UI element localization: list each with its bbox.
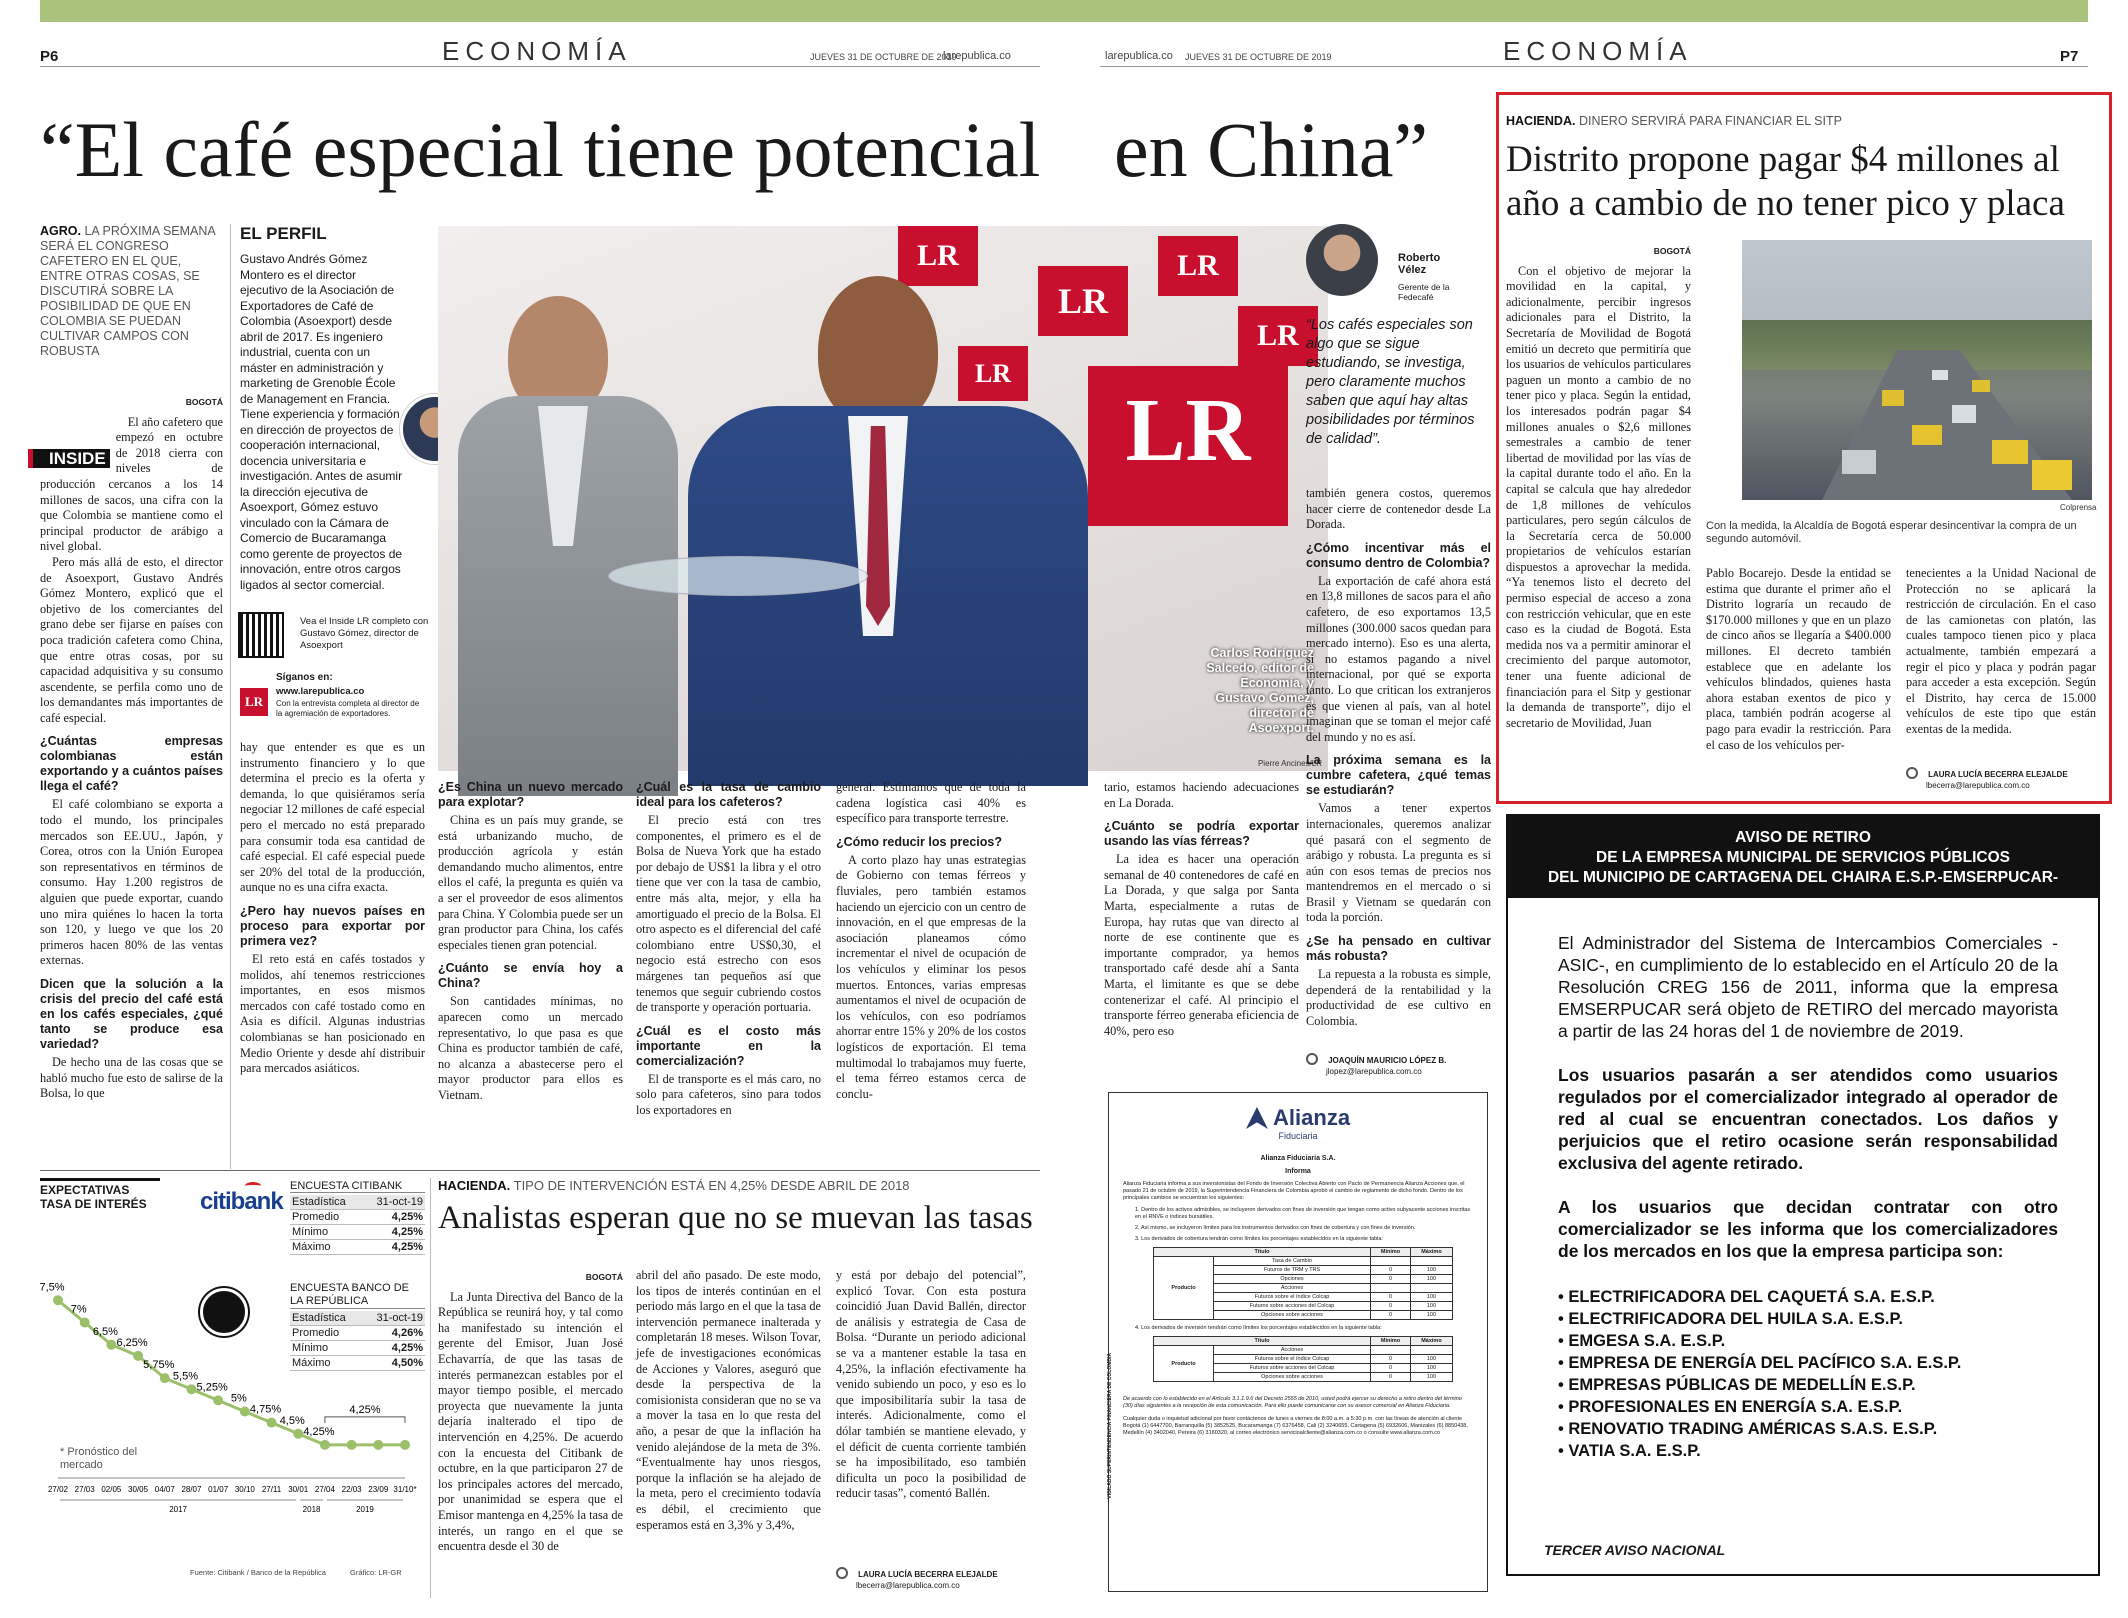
banrep-table-title: ENCUESTA BANCO DE LA REPÚBLICA — [290, 1282, 425, 1309]
quote-role: Gerente de la Fedecafé — [1398, 282, 1450, 302]
chart-point — [133, 1351, 143, 1361]
retiro-ad-list-item: • EMPRESAS PÚBLICAS DE MEDELLÍN E.S.P. — [1558, 1376, 1916, 1394]
alianza-notice — [1108, 1092, 1488, 1592]
main-col1-p2: Pero más allá de esto, el director de Asoexport, Gustavo Andrés Gómez Montero, explicó que el objetivo de los comerciantes del grano debe ser fijarse en países con poca tradición cafetera como China, que entre otras cosas, por su capacidad adquisitiva y su consumo ascendente, se perfila como uno de los demandantes más importantes de café especial. — [40, 554, 223, 725]
main-author-email[interactable]: jlopez@larepublica.com.co — [1326, 1067, 1422, 1076]
citibank-table-row — [290, 1210, 425, 1225]
alianza-table-header: Máximo — [1410, 1248, 1452, 1257]
main-col7-p4: La repuesta a la robusta es simple, dependerá de la rentabilidad y la productividad de ese cultivo en Colombia. — [1306, 967, 1491, 1028]
chart-point — [160, 1373, 170, 1383]
main-col2-question: ¿Pero hay nuevos países en proceso para exportar por primera vez? — [240, 903, 425, 948]
alianza-table-cell: 100 — [1410, 1373, 1452, 1382]
main-col1-p4: De hecho una de las cosas que se habló mucho fue esto de salirse de la Bolsa, lo que — [40, 1055, 223, 1101]
alianza-table-cell: 100 — [1410, 1266, 1452, 1275]
chart-point — [213, 1395, 223, 1405]
top-color-bar — [40, 0, 2088, 22]
citibank-arc-icon — [245, 1182, 261, 1190]
site-left: larepublica.co — [943, 50, 1011, 62]
banrep-table-value: 4,25% — [391, 1342, 423, 1354]
follow-title: Síganos en: — [276, 672, 333, 683]
taxi — [1972, 380, 1990, 392]
alianza-table-cell: 0 — [1371, 1293, 1411, 1302]
citibank-table-title: ENCUESTA CITIBANK — [290, 1180, 425, 1193]
date-right: JUEVES 31 DE OCTUBRE DE 2019 — [1185, 52, 1332, 62]
retiro-ad-p1: El Administrador del Sistema de Intercambios Comerciales -ASIC-, en cumplimiento de lo establecido en el Artículo 20 de la Resolución CREG 156 de 2011, informa que la empresa EMSERPUCAR será objeto de RETIRO del mercado mayorista a partir de las 24 horas del 1 de noviembre de 2019. — [1558, 933, 2058, 1041]
main-col1-p3: El café colombiano se exporta a todo el mundo, los principales mercados son EE.UU., Japón, y Corea, otros con la Unión Europea son representativos en términos de consumo. Hay 1.200 registros de alguien que puede exportar, cuando uno mira quiénes lo hacen la torta son 120, y luego ve que los 20 primeros hacen 80% de las ventas externas. — [40, 797, 223, 968]
chart-point — [80, 1318, 90, 1328]
chart-point — [293, 1429, 303, 1439]
rates-column-3 — [836, 1268, 1026, 1558]
taxi — [1882, 390, 1904, 406]
bottom-section-rule — [40, 1170, 1040, 1171]
chart-point — [373, 1440, 383, 1450]
main-col3-question-2: ¿Cuánto se envía hoy a China? — [438, 961, 623, 991]
main-col7-p3: Vamos a tener expertos internacionales, queremos analizar qué pasará con el segmento de arábigo y robusta. La pregunta es si aún con esos temas de precios nos mantendremos en el mercado o si Brasil y Vietnam se quedarán con toda la porción. — [1306, 801, 1491, 925]
interview-photo — [438, 226, 1328, 771]
main-col6-p1: tario, estamos haciendo adecuaciones en La Dorada. — [1104, 780, 1299, 810]
chart-x-tick: 04/07 — [154, 1485, 175, 1494]
pico-dateline: BOGOTÁ — [1653, 246, 1691, 256]
chart-x-tick: 27/11 — [261, 1485, 282, 1494]
page-number-right: P7 — [2060, 48, 2079, 65]
retiro-ad-p3: A los usuarios que decidan contratar con otro comercializador se les informa que los comercializadores de los mercados en los que la empresa participa son: — [1558, 1197, 2058, 1261]
alianza-table-cell: Acciones — [1214, 1346, 1371, 1355]
chart-x-tick: 02/05 — [101, 1485, 122, 1494]
quote-block — [1306, 224, 1486, 484]
chart-forecast-bracket — [325, 1417, 405, 1423]
citibank-logo: citibank — [200, 1188, 283, 1215]
chart-point-label: 5% — [230, 1392, 247, 1405]
alianza-table-cell: Futuros sobre el índice Colcap — [1214, 1355, 1371, 1364]
chart-point — [347, 1440, 357, 1450]
main-col1-question-1: ¿Cuántas empresas colombianas están exportando y a cuántos países llega el café? — [40, 734, 223, 794]
alianza-table-2 — [1153, 1336, 1453, 1382]
chart-point-label: 5,25% — [196, 1381, 228, 1394]
citibank-table-value: 4,25% — [391, 1241, 423, 1253]
retiro-ad-list — [1558, 1286, 2058, 1462]
retiro-ad-list-item: • ELECTRIFICADORA DEL CAQUETÁ S.A. E.S.P. — [1558, 1288, 1935, 1306]
chart-x-tick: 30/01 — [288, 1485, 309, 1494]
alianza-table-header: Máximo — [1410, 1337, 1452, 1346]
alianza-table-cell: 100 — [1410, 1355, 1452, 1364]
lr-backdrop-logo: LR — [1238, 306, 1318, 366]
chart-title: EXPECTATIVAS TASA DE INTERÉS — [40, 1178, 160, 1211]
quote-avatar — [1306, 224, 1378, 296]
car — [1932, 370, 1948, 380]
alianza-table-cell — [1410, 1346, 1452, 1355]
header-rule-right — [1100, 66, 2088, 67]
chart-source: Fuente: Citibank / Banco de la República — [190, 1568, 326, 1577]
follow-site-link[interactable]: www.larepublica.co — [276, 686, 365, 697]
pico-author-name: LAURA LUCÍA BECERRA ELEJALDE — [1928, 770, 2068, 779]
alianza-table-cell — [1371, 1346, 1411, 1355]
main-col4-question-2: ¿Cuál es el costo más importante en la comercialización? — [636, 1023, 821, 1068]
lr-backdrop-logo: LR — [898, 226, 978, 286]
alianza-footer-1: De acuerdo con lo establecido en el Artículo 3.1.1.9.6 del Decreto 2555 de 2010, usted podrá ejercer su derecho a retiro dentro del término (30) días siguientes a la recepción de esta comunicación. Para ello puede comunicarse con su asesor comercial en Alianza Fiduciaria. — [1123, 1396, 1462, 1409]
alianza-table-cell: Opciones sobre acciones — [1214, 1311, 1371, 1320]
follow-text: Con la entrevista completa al director de la agremiación de exportadores. — [276, 699, 420, 718]
alianza-table-header: Mínimo — [1371, 1248, 1411, 1257]
chart-point — [320, 1440, 330, 1450]
alianza-table-cell — [1410, 1284, 1452, 1293]
main-col7-question-3: ¿Se ha pensado en cultivar más robusta? — [1306, 934, 1491, 964]
alianza-company: Alianza Fiduciaria S.A. — [1260, 1155, 1336, 1162]
page-number-left: P6 — [40, 48, 59, 65]
quote-text: “Los cafés especiales son algo que se sigue estudiando, se investiga, pero claramente muchos saben que aquí hay altas posibilidades por términos de calidad”. — [1306, 317, 1475, 447]
alianza-table-cell: 100 — [1410, 1275, 1452, 1284]
alianza-table-cell: 100 — [1410, 1364, 1452, 1373]
retiro-ad-list-item: • RENOVATIO TRADING AMÉRICAS S.A.S. E.S.P. — [1558, 1420, 1938, 1438]
main-kicker: AGRO. LA PRÓXIMA SEMANA SERÁ EL CONGRESO CAFETERO EN EL QUE, ENTRE OTRAS COSAS, SE DISCUTIRÁ SOBRE LA POSIBILIDAD DE QUE EN COLOMBIA SE PUEDAN CULTIVAR CAMPOS CON ROBUSTA — [40, 224, 216, 358]
pico-col2-text: Pablo Bocarejo. Desde la entidad se estima que durante el primer año el Distrito lograría un recaudo de $170.000 millones y que en un plazo de cinco años se llegaría a $400.000 millones. El decreto también establece que en adelante los vehículos blindados, quienes hasta ahora estaban exentos de pico y placa, también podrán acogerse al pago para evadir la restricción. Para el caso de los vehículos per- — [1706, 566, 1891, 752]
author-icon — [836, 1567, 848, 1579]
interviewee-head — [818, 276, 938, 426]
rate-line-chart — [40, 1228, 425, 1528]
retiro-ad-p2: Los usuarios pasarán a ser atendidos como usuarios regulados por el comercializador integrado al operador de red al cual se encuentran conectados. Los daños y perjuicios que el retiro ocasione serán responsabilidad exclusiva del agente retirado. — [1558, 1065, 2058, 1173]
retiro-ad-list-item: • PROFESIONALES EN ENERGÍA S.A. E.S.P. — [1558, 1398, 1903, 1416]
site-right: larepublica.co — [1105, 50, 1173, 62]
rates-author — [836, 1562, 1026, 1590]
car — [1952, 405, 1976, 423]
main-col6-p2: La idea es hacer una operación semanal de 40 contenedores de café en La Dorada, y que salga por Santa Marta, especialmente a rutas de Europa, hay rutas que van directo al norte de ese continente que es importante comprador, ya hemos transportado café desde ahí a Santa Marta, el limitante es que se debe contenerizar el café. Al principio el transporte férreo generaba eficiencia de 40%, pero eso — [1104, 852, 1299, 1038]
banrep-table-label: Mínimo — [292, 1342, 329, 1354]
main-col7-question-2: La próxima semana es la cumbre cafetera, ¿qué temas se estudiarán? — [1306, 753, 1491, 798]
chart-point-label: 5,75% — [143, 1359, 175, 1372]
retiro-ad-title-3: DEL MUNICIPIO DE CARTAGENA DEL CHAIRA E.S.P.-EMSERPUCAR- — [1547, 869, 2059, 886]
main-column-4 — [636, 780, 821, 1160]
chart-year-label: 2019 — [356, 1505, 374, 1514]
main-col3-question-1: ¿Es China un nuevo mercado para explotar? — [438, 780, 623, 809]
pico-kicker: HACIENDA. DINERO SERVIRÁ PARA FINANCIAR EL SITP — [1506, 114, 1842, 128]
main-column-1 — [40, 224, 223, 1169]
taxi — [1992, 440, 2028, 464]
rates-author-name: LAURA LUCÍA BECERRA ELEJALDE — [858, 1570, 998, 1579]
alianza-table-cell: 100 — [1410, 1311, 1452, 1320]
alianza-logo-icon — [1246, 1107, 1268, 1129]
main-headline-right: en China” — [1114, 106, 1429, 193]
pico-headline: Distrito propone pagar $4 millones al año a cambio de no tener pico y placa — [1506, 139, 2065, 224]
pico-column-3 — [1906, 566, 2096, 756]
banrep-table-label: Promedio — [292, 1327, 340, 1339]
author-icon — [1906, 767, 1918, 779]
main-column-6 — [1104, 780, 1299, 1070]
main-col4-p1: El precio está con tres componentes, el primero es el de Bolsa de Nueva York que ha estado por debajo de US$1 la libra y el otro tiene que ver con la tasa de cambio, entre más alta, mejor, y ella ha amortiguado el precio de la Bolsa. El otro aspecto es el diferencial del café colombiano entre US$0,30, el negocio está estrecho con esos márgenes tan pequeños así que tenemos que seguir cubriendo costos de transporte y operación portuaria. — [636, 813, 821, 1015]
chart-x-tick: 27/04 — [314, 1485, 335, 1494]
alianza-table-cell: Opciones sobre acciones — [1214, 1373, 1371, 1382]
qr-code[interactable] — [240, 614, 282, 656]
qr-caption: Vea el Inside LR completo con Gustavo Gómez, director de Asoexport — [300, 616, 429, 651]
alianza-item-1: 1. Dentro de los activos admisibles, se incluyeron derivados con fines de inversión que tengan como activo subyacente acciones inscritas en el RNVE o índices bursátiles. — [1135, 1207, 1471, 1220]
chart-x-tick: 01/07 — [208, 1485, 229, 1494]
perfil-title: EL PERFIL — [240, 224, 327, 243]
alianza-table-cell: 100 — [1410, 1302, 1452, 1311]
chart-x-tick: 30/10 — [234, 1485, 255, 1494]
pico-photo-credit: Colprensa — [2060, 503, 2097, 512]
banrep-table-label: Estadística — [292, 1312, 346, 1324]
pico-author-email[interactable]: lbecerra@larepublica.com.co — [1926, 781, 2030, 790]
taxi — [2032, 460, 2072, 490]
rates-col3-text: y está por debajo del potencial”, explicó Tovar. Con esta postura coincidió Juan David Ballén, director de análisis y estrategia de Casa de Bolsa. “Durante un periodo adicional se va a mantener estable la tasa en 4,25%, la inflación efectivamente ha venido subiendo un poco, y eso es lo que imposibilitaría subir la tasa de interés. Adicionalmente, como el dólar también se mantiene elevado, y el déficit de cuenta corriente también se ha imposibilitado, eso también dificulta un poco la posibilidad de reducir tasas”, comentó Ballén. — [836, 1268, 1026, 1501]
chart-point-label: 4,5% — [279, 1414, 305, 1427]
retiro-ad-footer: TERCER AVISO NACIONAL — [1544, 1542, 1726, 1558]
perfil-text: Gustavo Andrés Gómez Montero es el director ejecutivo de la Asociación de Exportadores de Café de Colombia (Asoexport) desde abril de 2017. Es ingeniero industrial, cuenta con un máster en administración y marketing de Grenoble École de Management en Francia. Tiene experiencia y formación en dirección de proyectos de cooperación internacional, docencia universitaria e investigación. Antes de asumir la dirección ejecutiva de Asoexport, Gómez estuvo vinculado con la Cámara de Comercio de Bucaramanga como gerente de proyectos de innovación, entre otros cargos ligados al sector comercial. — [240, 252, 403, 592]
column-divider — [230, 224, 231, 1169]
pico-column-2 — [1706, 566, 1891, 796]
chart-forecast-label: 4,25% — [349, 1403, 381, 1416]
main-col4-question-1: ¿Cuál es la tasa de cambio ideal para los cafeteros? — [636, 780, 821, 809]
rates-col2-text: abril del año pasado. De este modo, los tipos de interés continúan en el periodo más largo en el que la tasa de intervención permanece inalterada y completarán 18 meses. Wilson Tovar, jefe de investigaciones económicas de Acciones y Valores, aseguró que desde la perspectiva de la comisionista consideran que no se va a mover la tasa en lo que resta del año, a pesar de que la inflación ha venido alejándose de la meta de 3%. “Eventualmente hay unos riesgos, porque la inflación se ha alejado de la meta, pero el crecimiento todavía es débil, el crecimiento que esperamos está en 3,3% y 3,4%, — [636, 1268, 821, 1532]
car — [1842, 450, 1876, 474]
banrep-table-label: Máximo — [292, 1357, 331, 1369]
traffic-photo — [1742, 240, 2092, 500]
chart-year-label: 2018 — [302, 1505, 321, 1514]
photo-credit: Pierre Ancines/LR — [1257, 759, 1322, 768]
alianza-table-cell: 0 — [1371, 1311, 1411, 1320]
chart-point — [106, 1340, 116, 1350]
citibank-table-label: Promedio — [292, 1211, 340, 1223]
main-headline-left: “El café especial tiene potencial — [40, 106, 1041, 193]
section-title-right: ECONOMÍA — [1503, 36, 1693, 66]
pico-photo-caption: Con la medida, la Alcaldía de Bogotá esperar desincentivar la compra de un segundo automóvil. — [1706, 520, 2077, 545]
column-divider — [430, 1178, 431, 1598]
alianza-vigilado: VIGILADO SUPERINTENDENCIA FINANCIERA DE COLOMBIA — [1107, 1353, 1113, 1499]
main-dateline: BOGOTÁ — [185, 397, 223, 407]
alianza-table-cell: Futuros de TRM y TRS — [1214, 1266, 1371, 1275]
main-col3-p1: China es un país muy grande, se está urbanizando mucho, de producción agrícola y están demandando mucho alimentos, entre ellos el café, la pregunta es quién va a ser el proveedor de esos alimentos para China. Y Colombia puede ser un gran productor para China, los cafés especiales tienen gran potencial. — [438, 813, 623, 952]
chart-x-tick: 22/03 — [341, 1485, 362, 1494]
pico-author — [1906, 762, 2096, 790]
citibank-table-value: 4,25% — [391, 1226, 423, 1238]
lr-logo-icon: LR — [240, 688, 268, 716]
rates-col1-text: La Junta Directiva del Banco de la República se reunirá hoy, y tal como ha manifestado su intención el gerente del Emisor, Juan José Echavarría, de que las tasas de interés permanezcan estables por el mayor tiempo posible, el mercado proyecta que nuevamente la junta dejaría inalterado el tipo de intervención en 4,25%. De acuerdo con la encuesta del Citibank de octubre, en la que participaron 27 de los principales actores del mercado, por unanimidad se espera que el Emisor mantenga en 4,25% la tasa de interés, un rango en el que se encuentra desde el 30 de — [438, 1289, 623, 1554]
alianza-table-cell: Futuros sobre acciones del Colcap — [1214, 1302, 1371, 1311]
rates-dateline: BOGOTÁ — [585, 1272, 623, 1282]
rates-headline: Analistas esperan que no se muevan las tasas — [438, 1200, 1033, 1236]
taxi — [1912, 425, 1942, 445]
rates-kicker: HACIENDA. TIPO DE INTERVENCIÓN ESTÁ EN 4,25% DESDE ABRIL DE 2018 — [438, 1178, 910, 1193]
citibank-table-label: Máximo — [292, 1241, 331, 1253]
chart-point — [186, 1384, 196, 1394]
retiro-ad-header — [1508, 816, 2098, 898]
main-column-7 — [1306, 486, 1491, 1066]
author-icon — [1306, 1053, 1318, 1065]
main-col6-question: ¿Cuánto se podría exportar usando las vías férreas? — [1104, 819, 1299, 849]
chart-series-line — [58, 1300, 405, 1445]
main-col4-p2: El de transporte es el más caro, no solo para cafeteros, sino para todos los exportadores en — [636, 1071, 821, 1117]
chart-year-label: 2017 — [169, 1505, 188, 1514]
chart-x-tick: 31/10* — [393, 1485, 417, 1494]
date-left: JUEVES 31 DE OCTUBRE DE 2019 — [810, 52, 957, 62]
rates-column-2 — [636, 1268, 821, 1598]
alianza-intro: Alianza Fiduciaria informa a sus inversionistas del Fondo de Inversión Colectiva Abierto con Pacto de Permanencia Alianza Acciones que, el pasado 21 de octubre de 2019, la Superintendencia Financiera de Colombia aprobó el cambio de reglamento de dicho fondo. Dentro de los principales cambios se encuentran los siguientes: — [1123, 1181, 1465, 1201]
pico-column-1 — [1506, 242, 1691, 792]
main-col1-question-2: Dicen que la solución a la crisis del precio del café está en los cafés especiales, ¿qué tanto se produce esa variedad? — [40, 977, 223, 1051]
pico-col3-text: tenecientes a la Unidad Nacional de Protección no se aplicará la restricción de circulación. En el caso de las camionetas con platón, las cuales tampoco tienen pico y placa actualmente, también empezará a regir el pico y placa y podrán pagar para acceder a esta excepción. Según el Distrito, hay cerca de 15.000 vehículos de este tipo que están exentas de la medida. — [1906, 566, 2096, 736]
retiro-ad-list-item: • ELECTRIFICADORA DEL HUILA S.A. E.S.P. — [1558, 1310, 1903, 1328]
forecast-note: * Pronóstico del mercado — [60, 1446, 138, 1471]
perfil-box — [240, 224, 430, 744]
alianza-table-cell: 0 — [1371, 1373, 1411, 1382]
chart-x-tick: 23/09 — [368, 1485, 389, 1494]
header-rule-left — [40, 66, 1040, 67]
lr-backdrop-logo: LR — [1158, 236, 1238, 296]
alianza-table-cell: 0 — [1371, 1266, 1411, 1275]
lr-backdrop-logo: LR — [1088, 366, 1288, 526]
chart-x-tick: 27/03 — [74, 1485, 95, 1494]
alianza-table-label: Producto — [1154, 1346, 1214, 1382]
alianza-title: Informa — [1285, 1168, 1311, 1175]
alianza-table-cell: 100 — [1410, 1293, 1452, 1302]
citibank-table-row — [290, 1195, 425, 1210]
lr-backdrop-logo: LR — [1038, 266, 1128, 336]
main-col7-question-1: ¿Cómo incentivar más el consumo dentro de Colombia? — [1306, 540, 1491, 570]
chart-credit: Gráfico: LR-GR — [350, 1568, 402, 1577]
chart-point — [53, 1295, 63, 1305]
chart-x-tick: 28/07 — [181, 1485, 202, 1494]
alianza-table-1 — [1153, 1247, 1453, 1320]
main-col5-p2: A corto plazo hay unas estrategias de Gobierno con temas férreos y fluviales, pero también estamos haciendo un ejercicio con un centro de innovación, en el que empresas de la asociación planeamos cómo incrementar el nivel de ocupación de los vehículos y eliminar los pesos muertos. Entonces, varias empresas aumentamos el nivel de ocupación de los vehículos, con eso podríamos ahorrar entre 15% y 20% de los costos logísticos de exportación. El tema multimodal lo trabajamos muy fuerte, el tema férreo estamos cerca de conclu- — [836, 852, 1026, 1101]
chart-point-label: 7,5% — [39, 1281, 65, 1294]
main-column-2 — [240, 740, 425, 1150]
lr-backdrop-logo: LR — [958, 346, 1028, 401]
alianza-table-cell: 0 — [1371, 1364, 1411, 1373]
main-col5-question: ¿Cómo reducir los precios? — [836, 834, 1003, 849]
chart-point-label: 7% — [70, 1303, 87, 1316]
chart-point-label: 6,25% — [116, 1336, 148, 1349]
rates-column-1 — [438, 1268, 623, 1598]
citibank-table-value: 4,25% — [391, 1211, 423, 1223]
alianza-table-cell: Futuros sobre acciones del Colcap — [1214, 1364, 1371, 1373]
alianza-table-header: Título — [1154, 1248, 1371, 1257]
alianza-footer-2: Cualquier duda o inquietud adicional por favor contáctenos de lunes a viernes de 8:00 a.m. a 5:30 p.m. con las líneas de atención al cliente Bogotá (1) 6447700, Barranquilla (5) 3852525, Bucaramanga (7) 6376458, Cali (2) 3240655, Cartagena (5) 6932606, Manizales (6) 8850438, Medellín (4) 3402040, Pereira (6) 3160320, al correo electrónico servicioalcliente@alianza.com.co o consulte www.alianza.com.co — [1123, 1416, 1468, 1436]
retiro-ad — [1506, 814, 2100, 1576]
main-col7-p2: La exportación de café ahora está en 13,8 millones de sacos para el año cafetero, de eso exportamos 13,5 millones (300.000 sacos quedan para mercado interno). Eso es una alerta, si no estamos pagando a nivel internacional, por qué se exporta tanto. Lo que critican los extranjeros es que vienen al país, van al hotel imaginan que se toman el mejor café del mundo y no es así. — [1306, 573, 1491, 744]
main-col3-p2: Son cantidades mínimas, no aparecen como un mercado representativo, lo que pasa es que China es productor también de café, no alcanza a abastecerse pero el mayor productor para ellos es Vietnam. — [438, 994, 623, 1102]
alianza-table-label: Producto — [1154, 1257, 1214, 1320]
main-col5-p1: general. Estimamos que de toda la cadena logística casi 40% es específico para transporte terrestre. — [836, 780, 1026, 826]
banrep-table-value: 31-oct-19 — [376, 1312, 423, 1324]
alianza-item-2: 2. Así mismo, se incluyeron límites para los instrumentos derivados con fines de cobertura y con fines de inversión. — [1135, 1225, 1416, 1231]
inside-badge: INSIDE — [28, 449, 110, 469]
alianza-table-cell: Tasa de Cambio — [1214, 1257, 1371, 1266]
main-col2-p2: El reto está en cafés tostados y molidos, ahí tenemos restricciones importantes, en esos mismos mercados con café tostado como en Asia es difícil. Algunas industrias colombianas se han posicionado en Medio Oriente y desde ahí distribuir para mercados asiáticos. — [240, 951, 425, 1076]
alianza-table-cell — [1371, 1257, 1411, 1266]
alianza-logo: Alianza Fiduciaria — [1123, 1105, 1473, 1141]
alianza-table-cell: Opciones — [1214, 1275, 1371, 1284]
pico-col1-text: Con el objetivo de mejorar la movilidad en la capital, y adicionalmente, percibir ingresos adicionales para el Distrito, la Secretaría de Movilidad de Bogotá emitió un decreto que permitiría que los usuarios de vehículos particulares paguen un monto a cambio de no tener pico y placa. Según la entidad, los interesados podrán pagar $4 millones anuales o $2,6 millones semestrales a cambio de tener libertad de movilidad por las vías de la capital durante todo el año. En la capital se calcula que hay alrededor de 1,8 millones de vehículos particulares, pero según cálculos de la Secretaría cerca de 50.000 propietarios de vehículos estarían dispuestos a aprovechar la medida. “Ya tenemos listo el decreto del permiso especial de acceso a zona con restricción vehicular, que en este caso es la ciudad de Bogotá. Esta medida nos va a permitir aminorar el crecimiento del parque automotor, tener una fuente adicional de financiación para el Sitp y gestionar la demanda de transporte”, dijo el secretario de Movilidad, Juan — [1506, 263, 1691, 730]
rates-author-email[interactable]: lbecerra@larepublica.com.co — [856, 1581, 960, 1590]
alianza-table-cell: 0 — [1371, 1302, 1411, 1311]
citibank-table-label: Estadística — [292, 1196, 346, 1208]
alianza-table-cell — [1410, 1257, 1452, 1266]
photo-caption: Carlos Rodríguez Salcedo, editor de Economía, y Gustavo Gómez, director de Asoexport. — [1206, 646, 1314, 735]
quote-name: Roberto Vélez — [1398, 252, 1441, 276]
main-column-3 — [438, 780, 623, 1160]
alianza-table-cell: 0 — [1371, 1355, 1411, 1364]
alianza-item-4: 4. Los derivados de inversión tendrán como límites los porcentajes establecidos en la siguiente tabla: — [1135, 1325, 1382, 1331]
chart-point — [267, 1418, 277, 1428]
chart-x-tick: 27/02 — [47, 1485, 69, 1494]
chart-point-label: 4,75% — [249, 1403, 282, 1416]
alianza-table-cell: Acciones — [1214, 1284, 1371, 1293]
chart-point-label: 4,25% — [303, 1425, 335, 1438]
chart-x-tick: 30/05 — [128, 1485, 149, 1494]
retiro-ad-title-1: AVISO DE RETIRO — [1735, 829, 1871, 846]
alianza-table-cell: Futuros sobre el índice Colcap — [1214, 1293, 1371, 1302]
alianza-table-header: Mínimo — [1371, 1337, 1411, 1346]
alianza-item-3: 3. Los derivados de cobertura tendrán como límites los porcentajes establecidos en la siguiente tabla: — [1135, 1236, 1383, 1242]
main-col1-p1: INSIDE El año cafetero que empezó en octubre de 2018 cierra con niveles de producción cercanos a los 14 millones de sacos, una cifra con la que Colombia se mantiene como el principal productor de arábigo a nivel global. — [40, 415, 223, 555]
chart-point — [240, 1407, 250, 1417]
main-author — [1306, 1048, 1491, 1076]
retiro-ad-list-item: • VATIA S.A. E.S.P. — [1558, 1442, 1701, 1460]
glass-table — [608, 556, 868, 596]
main-col7-p1: también genera costos, queremos hacer cierre de contenedor desde La Dorada. — [1306, 486, 1491, 532]
retiro-ad-list-item: • EMPRESA DE ENERGÍA DEL PACÍFICO S.A. E.S.P. — [1558, 1354, 1962, 1372]
chart-point-label: 6,5% — [92, 1325, 118, 1338]
main-column-5 — [836, 780, 1026, 1160]
retiro-ad-list-item: • EMGESA S.A. E.S.P. — [1558, 1332, 1726, 1350]
section-title-left: ECONOMÍA — [442, 36, 632, 66]
rate-chart-block — [40, 1178, 425, 1598]
main-author-name: JOAQUÍN MAURICIO LÓPEZ B. — [1328, 1056, 1447, 1065]
citibank-table-label: Mínimo — [292, 1226, 329, 1238]
alianza-table-cell: 0 — [1371, 1275, 1411, 1284]
main-col2-p1: hay que entender es que es un instrumento financiero y lo que determina el precio es la oferta y demanda, lo que quisiéramos sería negociar 12 millones de café especial pero el mercado no está preparado para consumir toda esa cantidad de café especial. El café especial puede ser 20% del total de la producción, aunque no es una cifra exacta. — [240, 740, 425, 895]
citibank-table-value: 31-oct-19 — [376, 1196, 423, 1208]
chart-point — [400, 1440, 410, 1450]
alianza-table-header: Título — [1154, 1337, 1371, 1346]
retiro-ad-title-2: DE LA EMPRESA MUNICIPAL DE SERVICIOS PÚBLICOS — [1596, 849, 2010, 866]
alianza-table-cell — [1371, 1284, 1411, 1293]
banrep-table-value: 4,50% — [391, 1357, 423, 1369]
banrep-table-value: 4,26% — [391, 1327, 423, 1339]
chart-point-label: 5,5% — [172, 1370, 199, 1383]
